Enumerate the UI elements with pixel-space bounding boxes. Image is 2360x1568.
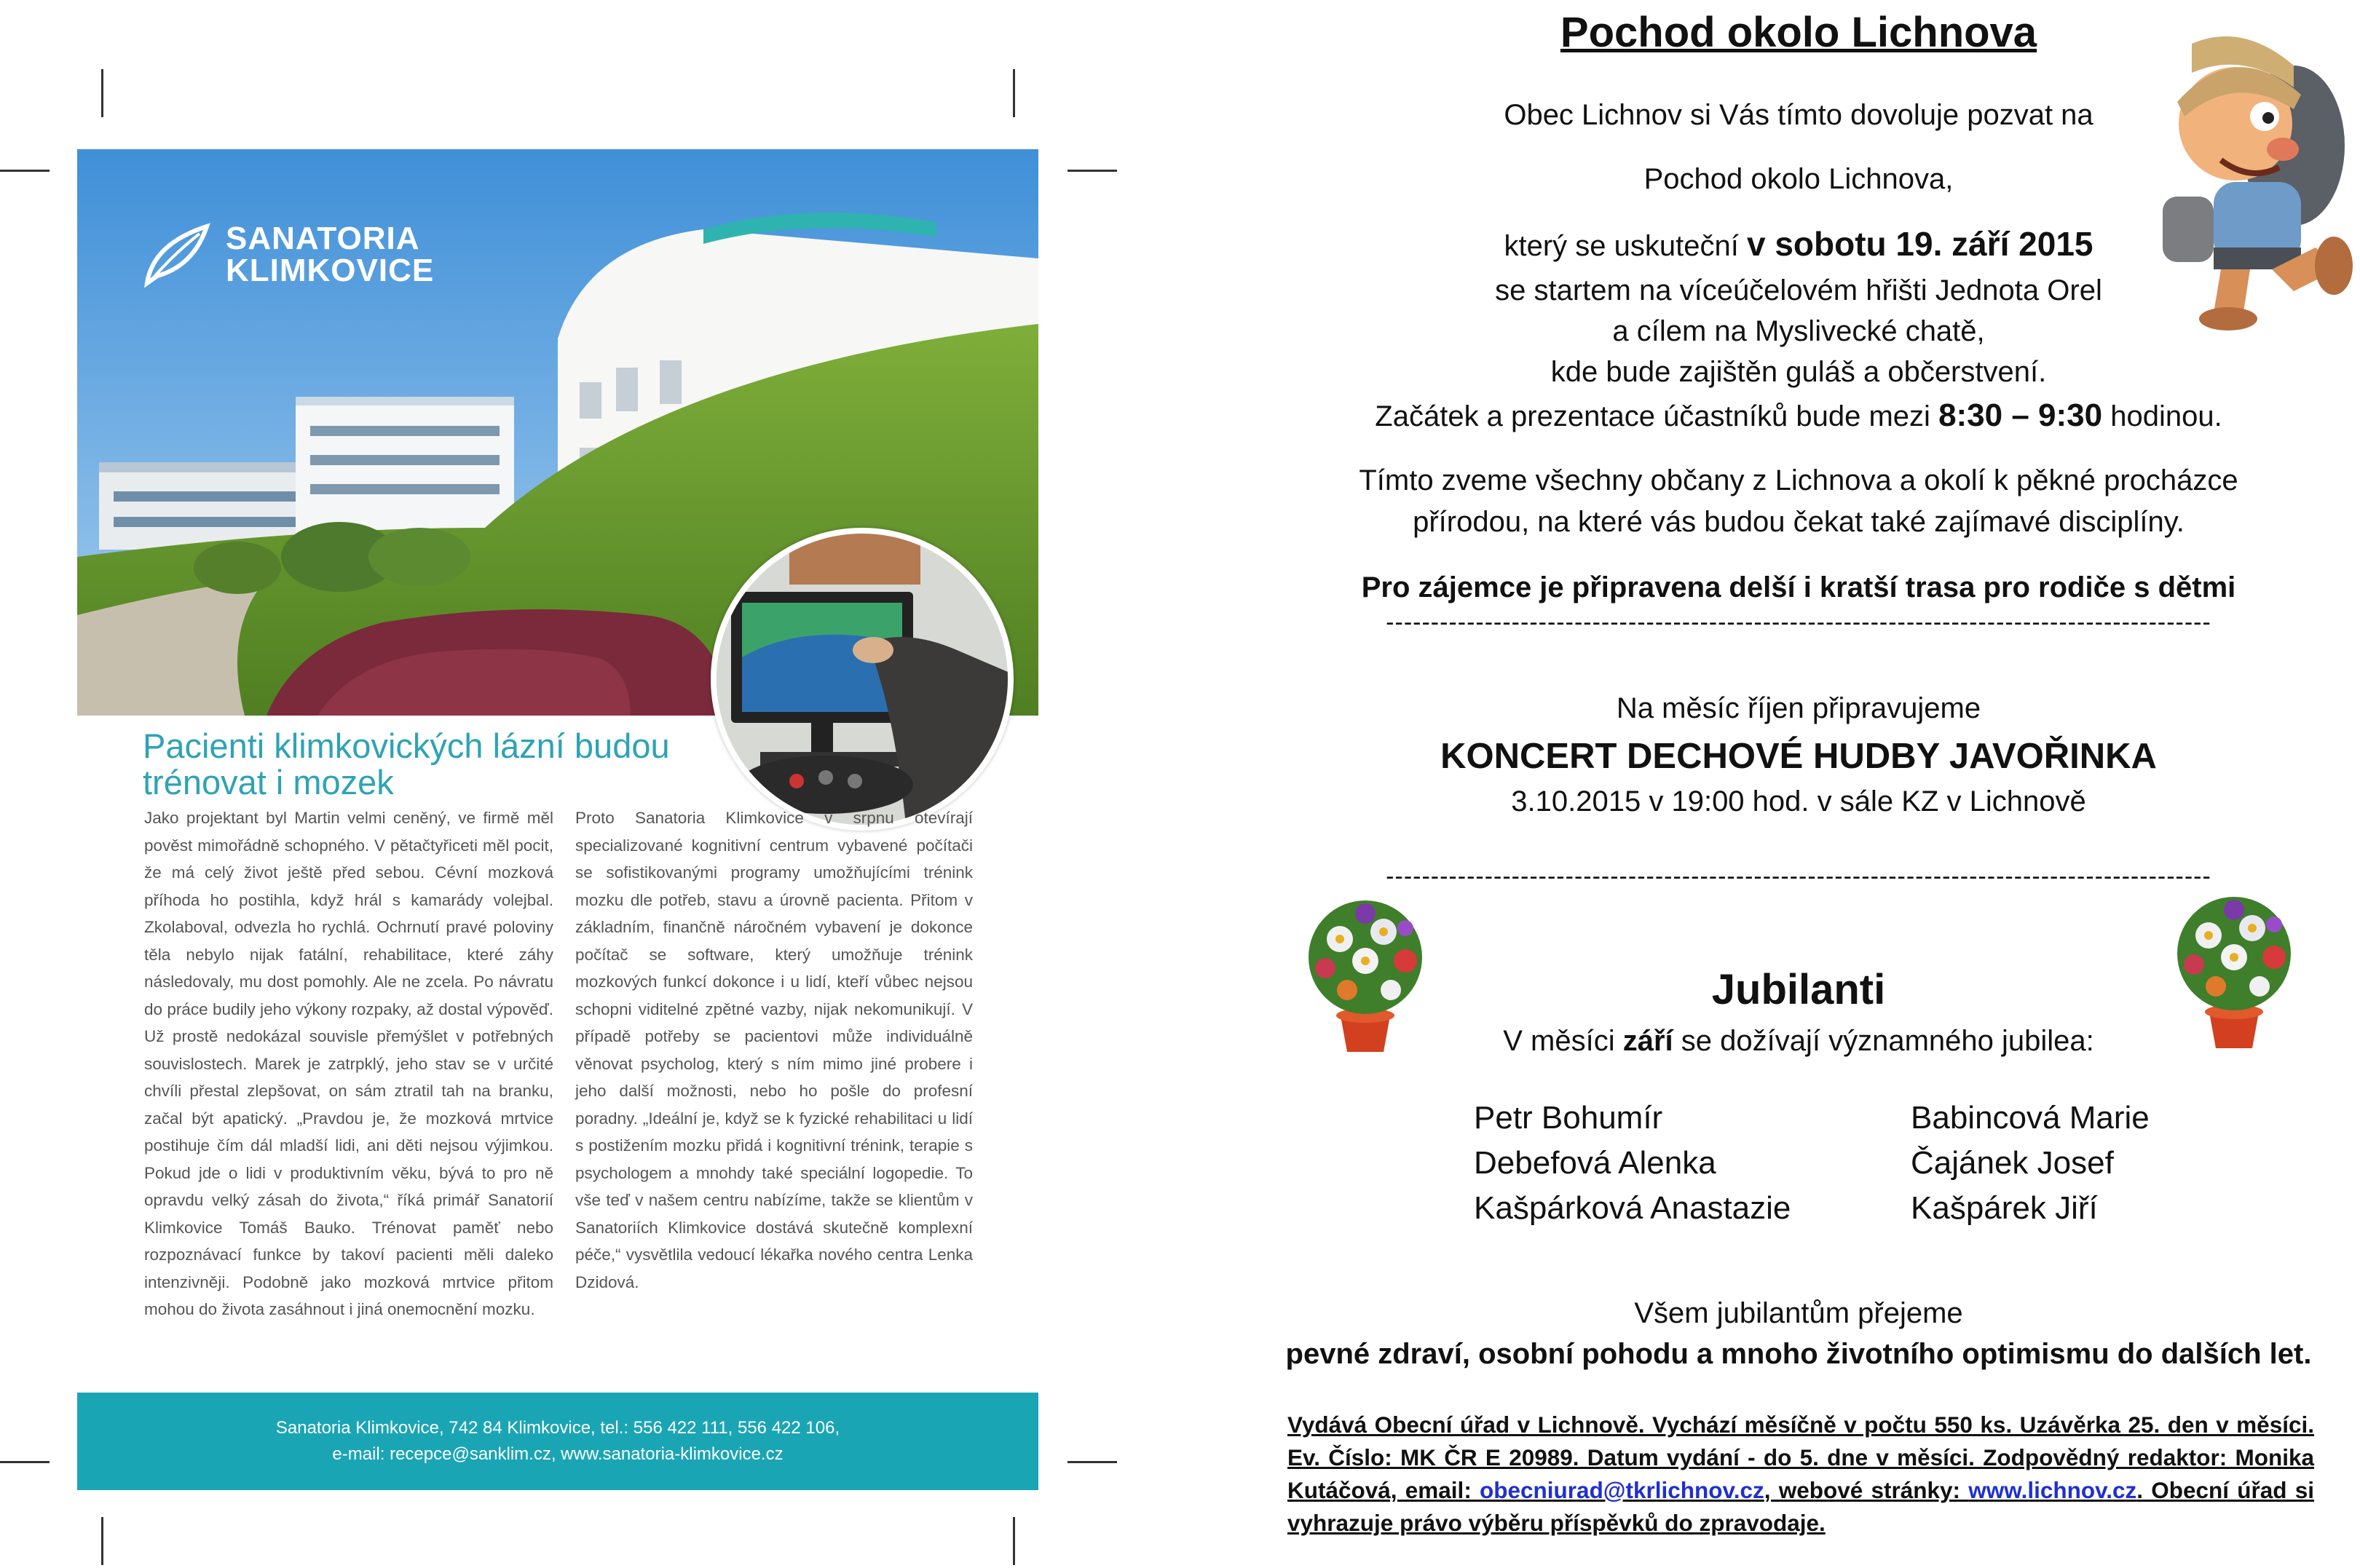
invite-all-line-1: Tímto zveme všechny občany z Lichnova a okolí k pěkné procházce bbox=[1359, 464, 2238, 496]
headline-line-1: Pacienti klimkovických lázní budou bbox=[143, 726, 670, 765]
page-title: Pochod okolo Lichnova bbox=[1560, 9, 2037, 56]
footer-address: Sanatoria Klimkovice, 742 84 Klimkovice, tel.: 556 422 111, 556 422 106, bbox=[275, 1418, 840, 1438]
time-prefix: Začátek a prezentace účastníků bude mezi bbox=[1375, 400, 1939, 432]
brain-training-photo bbox=[711, 528, 1014, 831]
brand-line-1: SANATORIA bbox=[226, 221, 420, 256]
jubilee-names-left bbox=[1474, 1096, 1791, 1231]
imprint-web-link[interactable]: www.lichnov.cz bbox=[1968, 1477, 2137, 1503]
crop-mark bbox=[101, 1517, 103, 1565]
jubilee-intro bbox=[1238, 1021, 2359, 1061]
invite-all-line-2: přírodou, na které vás budou čekat také zajímavé disciplíny. bbox=[1413, 506, 2185, 538]
jubilee-name: Petr Bohumír bbox=[1474, 1100, 1663, 1136]
advert-column-2: Proto Sanatoria Klimkovice v srpnu otevírají specializované kognitivní centrum vybavené počítači se sofistikovanými programy umožňujícími trénink mozku dle potřeb, stavu a úrovně pacienta. Přitom v základním, finančně náročném vybavení je dokonce počítač se software, který umožňuje trénink mozkových funkcí dokonce i u lidí, kteří vůbec nejsou schopni viditelné zpětné vazby, nijak nekomunikují. V případě potřeby se pacientovi může individuálně věnovat psycholog, který s ním mimo jiné probere i jeho další možnosti, nebo ho pošle do profesní poradny. „Ideální je, když se k fyzické rehabilitaci u lidí s postižením mozku přidá i kognitivní trénink, terapie s psychologem a mnohdy také speciální logopedie. To vše teď v našem centru nabízíme, takže se klientům v Sanatoriích Klimkovice dostává skutečně komplexní péče,“ vysvětlila vedoucí lékařka nového centra Lenka Dzidová. bbox=[575, 809, 973, 1291]
computer-training-illustration bbox=[717, 534, 1008, 825]
event-date-prefix: který se uskuteční bbox=[1504, 230, 1747, 262]
crop-mark bbox=[1067, 1461, 1117, 1463]
imprint-text-2: , webové stránky: bbox=[1764, 1477, 1969, 1503]
crop-mark bbox=[0, 170, 50, 172]
wishes-line-1: Všem jubilantům přejeme bbox=[1634, 1297, 1963, 1329]
jubilee-name: Debefová Alenka bbox=[1474, 1145, 1716, 1181]
jubilee-title: Jubilanti bbox=[1711, 966, 1886, 1013]
separator-1: -------------------------------------------------------------------------------------------- bbox=[1386, 609, 2211, 636]
invite-line-2: Pochod okolo Lichnova, bbox=[1643, 163, 1954, 195]
start-location: se startem na víceúčelovém hřišti Jednota Orel bbox=[1495, 274, 2102, 306]
wishes-line-2: pevné zdraví, osobní pohodu a mnoho životního optimismu do dalších let. bbox=[1285, 1338, 2312, 1370]
event-date: v sobotu 19. září 2015 bbox=[1746, 225, 2093, 263]
crop-mark bbox=[1013, 1517, 1015, 1565]
crop-mark bbox=[101, 69, 103, 117]
advert-column-1: Jako projektant byl Martin velmi ceněný, ve firmě měl pověst mimořádně schopného. V pětačtyřiceti měl pocit, že má celý život ještě před sebou. Cévní mozková příhoda ho postihla, když hrál s kamarády volejbal. Zkolaboval, odvezla ho rychlá. Ochrnutí pravé poloviny těla nebylo nijak fatální, rehabilitace, které záhy následovaly, mu dost pomohly. Ale ne zcela. Po návratu do práce budily jeho výkony rozpaky, až dostal výpověď. Už prostě nedokázal souvisle přemýšlet v potřebných souvislostech. Marek je zatrpklý, jeho stav se v určité chvíli přestal zlepšovat, on sám ztratil tah na branku, začal být apatický. „Pravdou je, že mozková mrtvice postihuje čím dál mladší lidi, ani děti nejsou výjimkou. Pokud jde o lidi v produktivním věku, bývá to pro ně opravdu velký zásah do života,“ říká primář Sanatorií Klimkovice Tomáš Bauko. Trénovat paměť nebo rozpoznávací funkce by takoví pacienti měli daleko intenzivněji. Podobně jako mozková mrtvice přitom mohou do života zasáhnout i jiná onemocnění mozku. bbox=[144, 809, 553, 1318]
advert-contact-footer bbox=[77, 1393, 1038, 1490]
time-suffix: hodinou. bbox=[2102, 400, 2222, 432]
jubilee-name: Kašpárková Anastazie bbox=[1474, 1190, 1791, 1226]
sanatorium-brand-name bbox=[226, 223, 434, 287]
concert-title: KONCERT DECHOVÉ HUDBY JAVOŘINKA bbox=[1440, 737, 2157, 776]
time-range: 8:30 – 9:30 bbox=[1938, 397, 2103, 433]
registration-time bbox=[1238, 395, 2359, 437]
crop-mark bbox=[0, 1461, 50, 1463]
separator-2: -------------------------------------------------------------------------------------------- bbox=[1386, 863, 2211, 890]
imprint bbox=[1287, 1409, 2314, 1540]
advert-headline bbox=[143, 728, 711, 801]
jubilee-names-right bbox=[1911, 1096, 2150, 1231]
jubilee-prefix: V měsíci bbox=[1503, 1025, 1623, 1057]
imprint-text-1: Vydává Obecní úřad v Lichnově. Vychází měsíčně v počtu 550 ks. Uzávěrka 25. den v měsíci. Ev. Číslo: MK ČR E 20989. Datum vydání - do 5. dne v měsíci. Zodpovědný redaktor: Monika Kutáčová, email: bbox=[1287, 1411, 2314, 1503]
finish-location: a cílem na Myslivecké chatě, bbox=[1612, 315, 1985, 347]
crop-mark bbox=[1013, 69, 1015, 117]
imprint-text-3: . Obecní úřad si vyhrazuje právo výběru příspěvků do zpravodaje. bbox=[1287, 1477, 2315, 1536]
imprint-email-link[interactable]: obecniurad@tkrlichnov.cz bbox=[1480, 1477, 1764, 1503]
brand-line-2: KLIMKOVICE bbox=[226, 253, 435, 288]
jubilee-name: Čajánek Josef bbox=[1911, 1145, 2114, 1181]
jubilee-name: Babincová Marie bbox=[1911, 1100, 2150, 1136]
jubilee-name: Kašpárek Jiří bbox=[1911, 1190, 2098, 1226]
footer-contacts: e-mail: recepce@sanklim.cz, www.sanatoria-klimkovice.cz bbox=[332, 1444, 784, 1464]
october-heading: Na měsíc říjen připravujeme bbox=[1616, 692, 1981, 724]
invite-line-1: Obec Lichnov si Vás tímto dovoluje pozvat na bbox=[1504, 99, 2093, 131]
hiker-cartoon-icon bbox=[2148, 29, 2359, 335]
leaf-logo-icon bbox=[143, 222, 216, 288]
sanatorium-advert bbox=[77, 149, 1038, 1490]
crop-mark bbox=[1067, 170, 1117, 172]
route-info: Pro zájemce je připravena delší i kratší trasa pro rodiče s dětmi bbox=[1361, 571, 2236, 603]
sanatorium-logo bbox=[143, 222, 434, 288]
concert-details: 3.10.2015 v 19:00 hod. v sále KZ v Lichnově bbox=[1511, 785, 2086, 817]
jubilee-suffix: se dožívají významného jubilea: bbox=[1673, 1025, 2094, 1057]
headline-line-2: trénovat i mozek bbox=[143, 763, 394, 801]
food-info: kde bude zajištěn guláš a občerstvení. bbox=[1550, 356, 2047, 388]
jubilee-month: září bbox=[1622, 1025, 1673, 1057]
